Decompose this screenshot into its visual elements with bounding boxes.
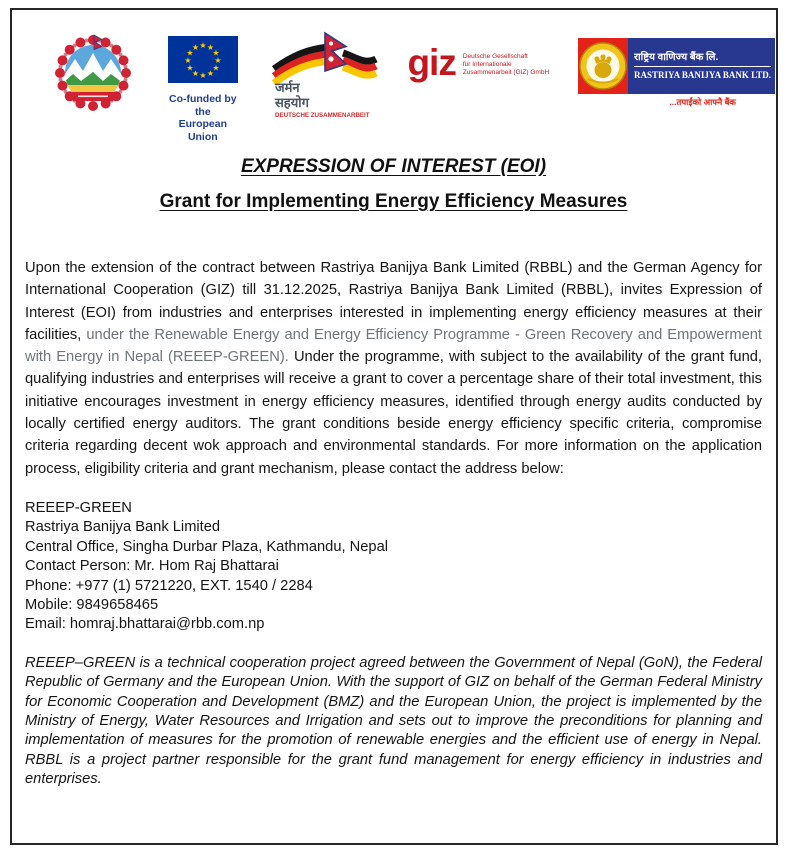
contact-line-person: Contact Person: Mr. Hom Raj Bhattarai [25,558,279,575]
contact-line-email: Email: homraj.bhattarai@rbb.com.np [25,616,265,633]
rbb-name-devanagari: राष्ट्रिय वाणिज्य बैंक लि. [633,52,719,63]
eu-caption [164,93,242,143]
contact-line-mobile: Mobile: 9849658465 [25,597,159,613]
contact-line-phone: Phone: +977 (1) 5721220, EXT. 1540 / 2284 [25,577,313,594]
eu-caption-line2: European Union [178,118,228,143]
eu-cofunded-logo [164,36,242,143]
body-text-segment-gray: under the Renewable Energy and Energy Efficiency Programme - Green Recovery and Empowerment with Energy in Nepal (REEEP-GREEN). [25,326,762,366]
svg-text:सहयोग: सहयोग [274,96,309,111]
svg-text:★: ★ [186,48,194,58]
rbb-tagline: ...तपाईंको आफ्नै बैंक [669,97,736,107]
eu-flag-icon [168,36,238,83]
giz-subtitle-line2: für Internationale [462,61,512,68]
body-paragraph [25,257,762,480]
rbb-logo-main [578,38,772,94]
svg-text:★: ★ [214,56,222,65]
nepal-emblem-graphic [51,32,135,114]
contact-line-organization: Rastriya Banijya Bank Limited [25,519,221,536]
svg-text:★: ★ [199,71,207,80]
svg-text:जर्मन: जर्मन [274,81,300,96]
german-cooperation-logo [271,28,379,125]
contact-line-programme: REEEP-GREEN [25,499,132,516]
svg-text:DEUTSCHE ZUSAMMENARBEIT: DEUTSCHE ZUSAMMENARBEIT [274,112,370,119]
giz-wordmark: giz [407,42,456,83]
nepal-government-emblem-icon [51,32,135,119]
svg-text:★: ★ [212,63,220,73]
svg-text:★: ★ [184,56,192,65]
svg-text:★: ★ [191,43,199,52]
contact-line-address: Central Office, Singha Durbar Plaza, Kathmandu, Nepal [25,538,389,555]
svg-text:★: ★ [191,69,199,78]
rbb-red-panel [578,38,628,94]
logo-header-row [25,28,772,143]
svg-text:★: ★ [206,43,214,52]
svg-text:★: ★ [206,69,214,78]
svg-text:★: ★ [186,63,194,73]
giz-logo [407,42,550,83]
german-cooperation-flag-icon [271,28,379,120]
giz-subtitle-line3: Zusammenarbeit (GIZ) GmbH [462,69,550,76]
document-page [10,8,778,845]
rbb-gold-emblem-icon [578,41,628,91]
body-text-segment-2: Under the programme, with subject to the availability of the grant fund, qualifying industries and enterprises will receive a grant to cover a percentage share of their total investment, this initiative encourages investment in energy efficiency measures, identified through energy audits conducted by locally certified energy auditors. The grant conditions beside energy efficiency specific criteria, compromise criteria regarding decent wok approach and environmental standards. For more information on the application process, eligibility criteria and grant mechanism, please contact the address below: [25,349,762,477]
body-text-segment-1: Upon the extension of the contract between Rastriya Banijya Bank Limited (RBBL) and the German Agency for International Cooperation (GIZ) till 31.12.2025, Rastriya Banijya Bank Limited (RBBL), invites Expression of Interest (EOI) from industries and enterprises interested in implementing energy efficiency measures at their facilities, [25,260,762,343]
svg-text:★: ★ [212,48,220,58]
document-subtitle: Grant for Implementing Energy Efficiency Measures [159,191,628,212]
rbb-blue-panel [628,38,775,94]
giz-subtitle [463,53,549,77]
rbb-name-english: RASTRIYA BANIJYA BANK LTD. [634,66,771,81]
eu-caption-line1: Co-funded by the [168,93,237,118]
contact-block [25,499,762,635]
footer-note-paragraph: REEEP–GREEN is a technical cooperation project agreed between the Government of Nepal (GoN), the Federal Republic of Germany and the European Union. With the support of GIZ on behalf of the German Federal Ministry for Economic Cooperation and Development (BMZ) and the European Union, the project is implemented by the Ministry of Energy, Water Resources and Irrigation and sets out to improve the preconditions for planning and implementation of measures for the promotion of renewable energies and the efficient use of energy in Nepal. RBBL is a project partner responsible for the grant fund management for energy efficiency in industries and enterprises. [25,654,762,788]
giz-subtitle-line1: Deutsche Gesellschaft [462,53,528,60]
document-title: EXPRESSION OF INTEREST (EOI) [240,156,547,177]
rastriya-banijya-bank-logo [578,38,772,108]
svg-text:★: ★ [199,41,207,50]
